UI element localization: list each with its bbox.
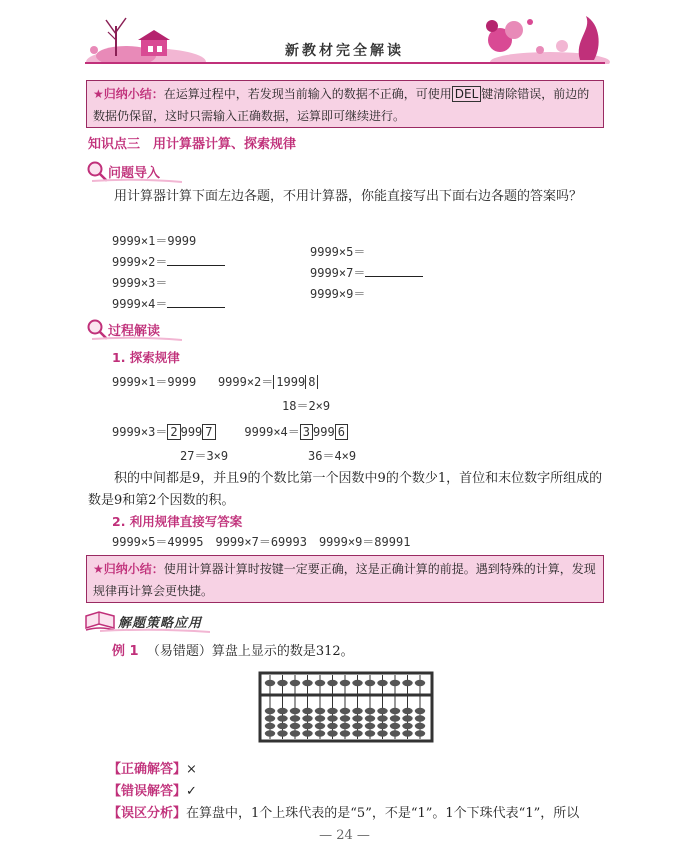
abacus-lower-bead bbox=[402, 708, 412, 714]
abacus-lower-bead bbox=[415, 708, 425, 714]
abacus-lower-bead bbox=[277, 708, 287, 714]
pattern-note-2: 27＝3×9 bbox=[180, 449, 229, 463]
summary-box-1 bbox=[86, 80, 604, 128]
abacus-lower-bead bbox=[327, 708, 337, 714]
abacus-lower-bead bbox=[352, 730, 362, 736]
abacus-lower-bead bbox=[265, 730, 275, 736]
strategy-heading: 解题策略应用 bbox=[118, 616, 203, 631]
abacus-lower-bead bbox=[315, 723, 325, 729]
example-1 bbox=[112, 640, 354, 659]
knowledge-point-title: 知识点三 用计算器计算、探索规律 bbox=[88, 137, 297, 152]
abacus-lower-bead bbox=[315, 708, 325, 714]
summary-text-start: 在运算过程中，若发现当前输入的数据不正确，可使用 bbox=[163, 87, 452, 101]
abacus-lower-bead bbox=[302, 708, 312, 714]
intro-text: 用计算器计算下面左边各题，不用计算器，你能直接写出下面右边各题的答案吗？ bbox=[114, 189, 583, 204]
abacus-upper-bead bbox=[365, 680, 375, 686]
abacus-lower-bead bbox=[327, 723, 337, 729]
abacus-lower-bead bbox=[340, 715, 350, 721]
abacus-lower-bead bbox=[365, 708, 375, 714]
abacus-lower-bead bbox=[402, 715, 412, 721]
abacus-lower-bead bbox=[290, 723, 300, 729]
abacus-lower-bead bbox=[315, 715, 325, 721]
header-title: 新教材完全解读 bbox=[285, 43, 404, 59]
summary-lead: ★归纳小结： bbox=[93, 87, 164, 101]
abacus-lower-bead bbox=[377, 715, 387, 721]
step2-heading: 2. 利用规律直接写答案 bbox=[112, 514, 243, 529]
abacus-lower-bead bbox=[290, 715, 300, 721]
abacus-lower-bead bbox=[365, 730, 375, 736]
abacus-upper-bead bbox=[390, 680, 400, 686]
abacus-upper-bead bbox=[327, 680, 337, 686]
abacus-lower-bead bbox=[302, 723, 312, 729]
left-expr-4: 9999×4＝ bbox=[112, 295, 225, 312]
analysis-label: 【误区分析】 bbox=[108, 806, 187, 821]
heading-underline bbox=[92, 178, 182, 184]
abacus-upper-bead bbox=[302, 680, 312, 686]
abacus-lower-bead bbox=[390, 715, 400, 721]
abacus-lower-bead bbox=[290, 730, 300, 736]
correct-answer-mark: × bbox=[186, 762, 197, 777]
left-expr-1: 9999×1＝9999 bbox=[112, 234, 197, 248]
step1-heading: 1. 探索规律 bbox=[112, 350, 180, 365]
process-heading: 过程解读 bbox=[108, 324, 161, 339]
abacus-lower-bead bbox=[277, 715, 287, 721]
analysis-line bbox=[108, 802, 613, 821]
heading-underline bbox=[92, 336, 182, 342]
summary-text: 使用计算器计算时按键一定要正确，这是正确计算的前提。遇到特殊的计算，发现规律再计算会更快捷。 bbox=[93, 562, 596, 598]
abacus-lower-bead bbox=[302, 715, 312, 721]
answer-blank bbox=[167, 253, 225, 266]
del-key-label: DEL bbox=[452, 86, 482, 102]
right-expr-3: 9999×9＝ bbox=[310, 287, 366, 301]
answer-blank bbox=[167, 295, 225, 308]
abacus-upper-bead bbox=[315, 680, 325, 686]
wrong-answer-line bbox=[108, 780, 197, 799]
abacus-lower-bead bbox=[265, 723, 275, 729]
abacus-lower-bead bbox=[340, 723, 350, 729]
answer-blank bbox=[365, 264, 423, 277]
abacus-lower-bead bbox=[352, 723, 362, 729]
abacus-lower-bead bbox=[390, 730, 400, 736]
abacus-upper-bead bbox=[265, 680, 275, 686]
pattern-line-2: 9999×3＝ 2 999 7 9999×4＝ 3 999 6 bbox=[112, 423, 348, 440]
abacus-lower-bead bbox=[377, 708, 387, 714]
abacus-lower-bead bbox=[352, 708, 362, 714]
abacus-lower-bead bbox=[390, 723, 400, 729]
abacus-figure bbox=[258, 671, 434, 743]
abacus-upper-bead bbox=[352, 680, 362, 686]
left-expr-3: 9999×3＝ bbox=[112, 276, 168, 290]
abacus-lower-bead bbox=[265, 715, 275, 721]
abacus-lower-bead bbox=[277, 730, 287, 736]
abacus-lower-bead bbox=[415, 715, 425, 721]
direct-answers: 9999×5＝49995 9999×7＝69993 9999×9＝89991 bbox=[112, 535, 411, 549]
analysis-text: 在算盘中，1个上珠代表的是“5”，不是“1”。1个下珠代表“1”，所以 bbox=[186, 806, 580, 821]
pattern-explanation: 积的中间都是9，并且9的个数比第一个因数中9的个数少1，首位和末位数字所组成的数是9和第2个因数的积。 bbox=[88, 471, 603, 508]
correct-answer-line bbox=[108, 758, 197, 777]
abacus-lower-bead bbox=[377, 730, 387, 736]
abacus-lower-bead bbox=[402, 730, 412, 736]
abacus-lower-bead bbox=[340, 708, 350, 714]
abacus-lower-bead bbox=[315, 730, 325, 736]
abacus-lower-bead bbox=[365, 715, 375, 721]
right-expr-2: 9999×7＝ bbox=[310, 264, 423, 281]
wrong-answer-label: 【错误解答】 bbox=[108, 784, 187, 799]
abacus-lower-bead bbox=[340, 730, 350, 736]
abacus-upper-bead bbox=[340, 680, 350, 686]
pattern-note-3: 36＝4×9 bbox=[308, 449, 357, 463]
abacus-upper-bead bbox=[277, 680, 287, 686]
abacus-lower-bead bbox=[290, 708, 300, 714]
header-rule bbox=[85, 62, 605, 64]
abacus-upper-bead bbox=[415, 680, 425, 686]
abacus-lower-bead bbox=[377, 723, 387, 729]
correct-answer-label: 【正确解答】 bbox=[108, 762, 187, 777]
heading-underline bbox=[100, 628, 210, 634]
left-expr-2: 9999×2＝ bbox=[112, 253, 225, 270]
example-text: （易错题）算盘上显示的数是312。 bbox=[146, 644, 354, 659]
wrong-answer-mark: ✓ bbox=[186, 784, 197, 799]
pattern-note-1: 18＝2×9 bbox=[282, 399, 331, 413]
abacus-lower-bead bbox=[415, 730, 425, 736]
abacus-lower-bead bbox=[402, 723, 412, 729]
abacus-upper-bead bbox=[290, 680, 300, 686]
summary-text-end: 键清除错误，前边的数据仍保留，这时只需输入正确数据，运算即可继续进行。 bbox=[93, 87, 590, 123]
summary-box-2 bbox=[86, 555, 604, 603]
abacus-lower-bead bbox=[415, 723, 425, 729]
summary-lead: ★归纳小结： bbox=[93, 562, 164, 576]
right-expr-1: 9999×5＝ bbox=[310, 245, 366, 259]
abacus-lower-bead bbox=[327, 730, 337, 736]
abacus-lower-bead bbox=[390, 708, 400, 714]
abacus-upper-bead bbox=[402, 680, 412, 686]
example-label: 例 1 bbox=[112, 644, 139, 659]
page-number: — 24 — bbox=[319, 828, 370, 843]
abacus-lower-bead bbox=[352, 715, 362, 721]
abacus-upper-bead bbox=[377, 680, 387, 686]
intro-heading: 问题导入 bbox=[108, 166, 161, 181]
abacus-lower-bead bbox=[365, 723, 375, 729]
abacus-lower-bead bbox=[265, 708, 275, 714]
abacus-lower-bead bbox=[327, 715, 337, 721]
pattern-line-1: 9999×1＝9999 9999×2＝ 1999 8 bbox=[112, 373, 318, 390]
abacus-lower-bead bbox=[277, 723, 287, 729]
abacus-lower-bead bbox=[302, 730, 312, 736]
